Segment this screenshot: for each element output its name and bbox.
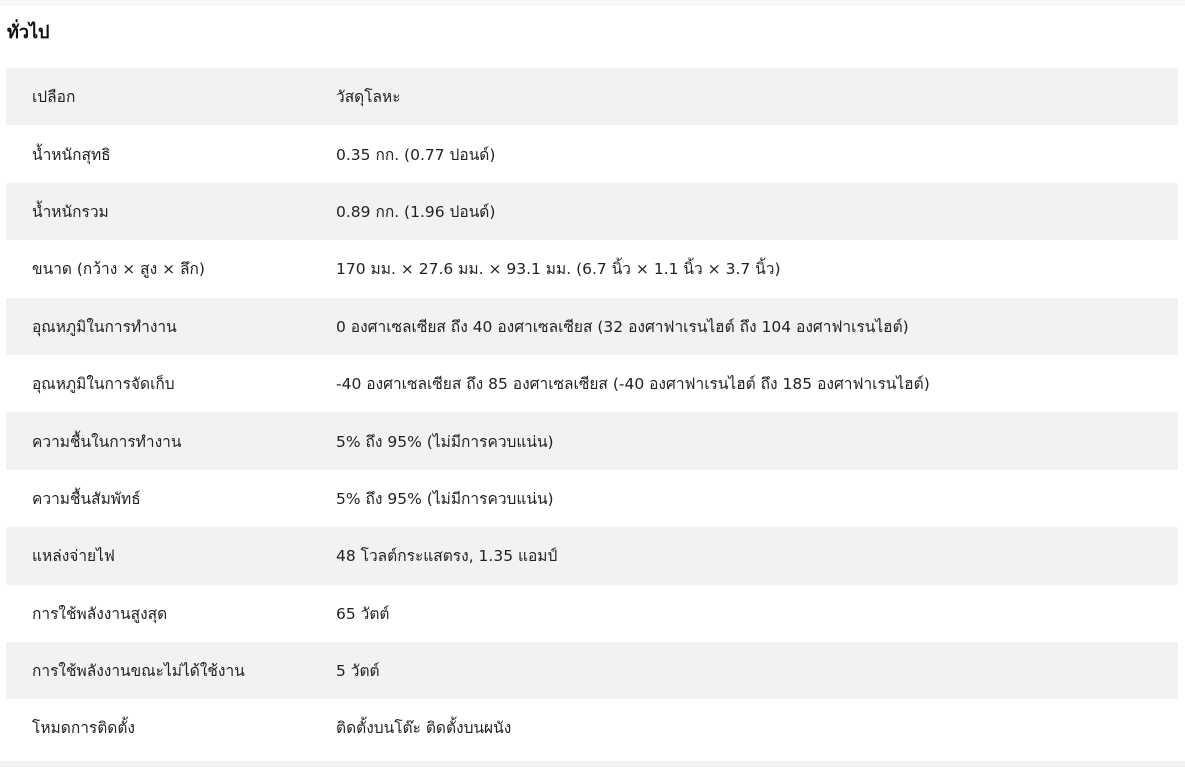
spec-row-enclosure [6,68,1178,125]
spec-label: โหมดการติดตั้ง [32,719,136,738]
spec-row-gross-weight [6,183,1178,240]
spec-row-max-power-consumption [6,585,1178,642]
spec-label: การใช้พลังงานขณะไม่ได้ใช้งาน [32,662,245,681]
spec-row-power-supply [6,527,1178,584]
spec-label: แหล่งจ่ายไฟ [32,547,115,566]
spec-value: 65 วัตต์ [336,604,390,623]
spec-row-operating-temperature [6,298,1178,355]
spec-row-operating-humidity [6,412,1178,469]
spec-value: ติดตั้งบนโต๊ะ ติดตั้งบนผนัง [336,719,512,738]
bottom-divider [0,761,1185,767]
spec-label: การใช้พลังงานสูงสุด [32,604,168,623]
spec-row-dimensions [6,240,1178,297]
spec-value: 5 วัตต์ [336,662,380,681]
spec-value: 170 มม. × 27.6 มม. × 93.1 มม. (6.7 นิ้ว × 1.1 นิ้ว × 3.7 นิ้ว) [336,260,781,279]
spec-row-storage-temperature [6,355,1178,412]
spec-value: 0.35 กก. (0.77 ปอนด์) [336,145,496,164]
spec-label: เปลือก [32,88,76,107]
spec-value: 0.89 กก. (1.96 ปอนด์) [336,202,496,221]
spec-value: 5% ถึง 95% (ไม่มีการควบแน่น) [336,489,554,508]
spec-label: อุณหภูมิในการทำงาน [32,317,177,336]
spec-row-mounting-mode [6,699,1178,756]
spec-label: น้ำหนักรวม [32,202,109,221]
spec-value: 48 โวลต์กระแสตรง, 1.35 แอมป์ [336,547,558,566]
spec-value: 5% ถึง 95% (ไม่มีการควบแน่น) [336,432,554,451]
spec-value: 0 องศาเซลเซียส ถึง 40 องศาเซลเซียส (32 องศาฟาเรนไฮต์ ถึง 104 องศาฟาเรนไฮต์) [336,317,909,336]
spec-label: ความชื้นสัมพัทธ์ [32,489,141,508]
spec-value: -40 องศาเซลเซียส ถึง 85 องศาเซลเซียส (-40 องศาฟาเรนไฮต์ ถึง 185 องศาฟาเรนไฮต์) [336,375,930,394]
spec-row-relative-humidity [6,470,1178,527]
spec-table [6,68,1178,757]
spec-label: น้ำหนักสุทธิ [32,145,111,164]
spec-row-idle-power-consumption [6,642,1178,699]
spec-label: อุณหภูมิในการจัดเก็บ [32,375,175,394]
section-title: ทั่วไป [7,22,50,43]
top-divider [0,0,1185,6]
spec-label: ความชื้นในการทำงาน [32,432,182,451]
spec-value: วัสดุโลหะ [336,88,401,107]
spec-label: ขนาด (กว้าง × สูง × ลึก) [32,260,205,279]
spec-row-net-weight [6,125,1178,182]
